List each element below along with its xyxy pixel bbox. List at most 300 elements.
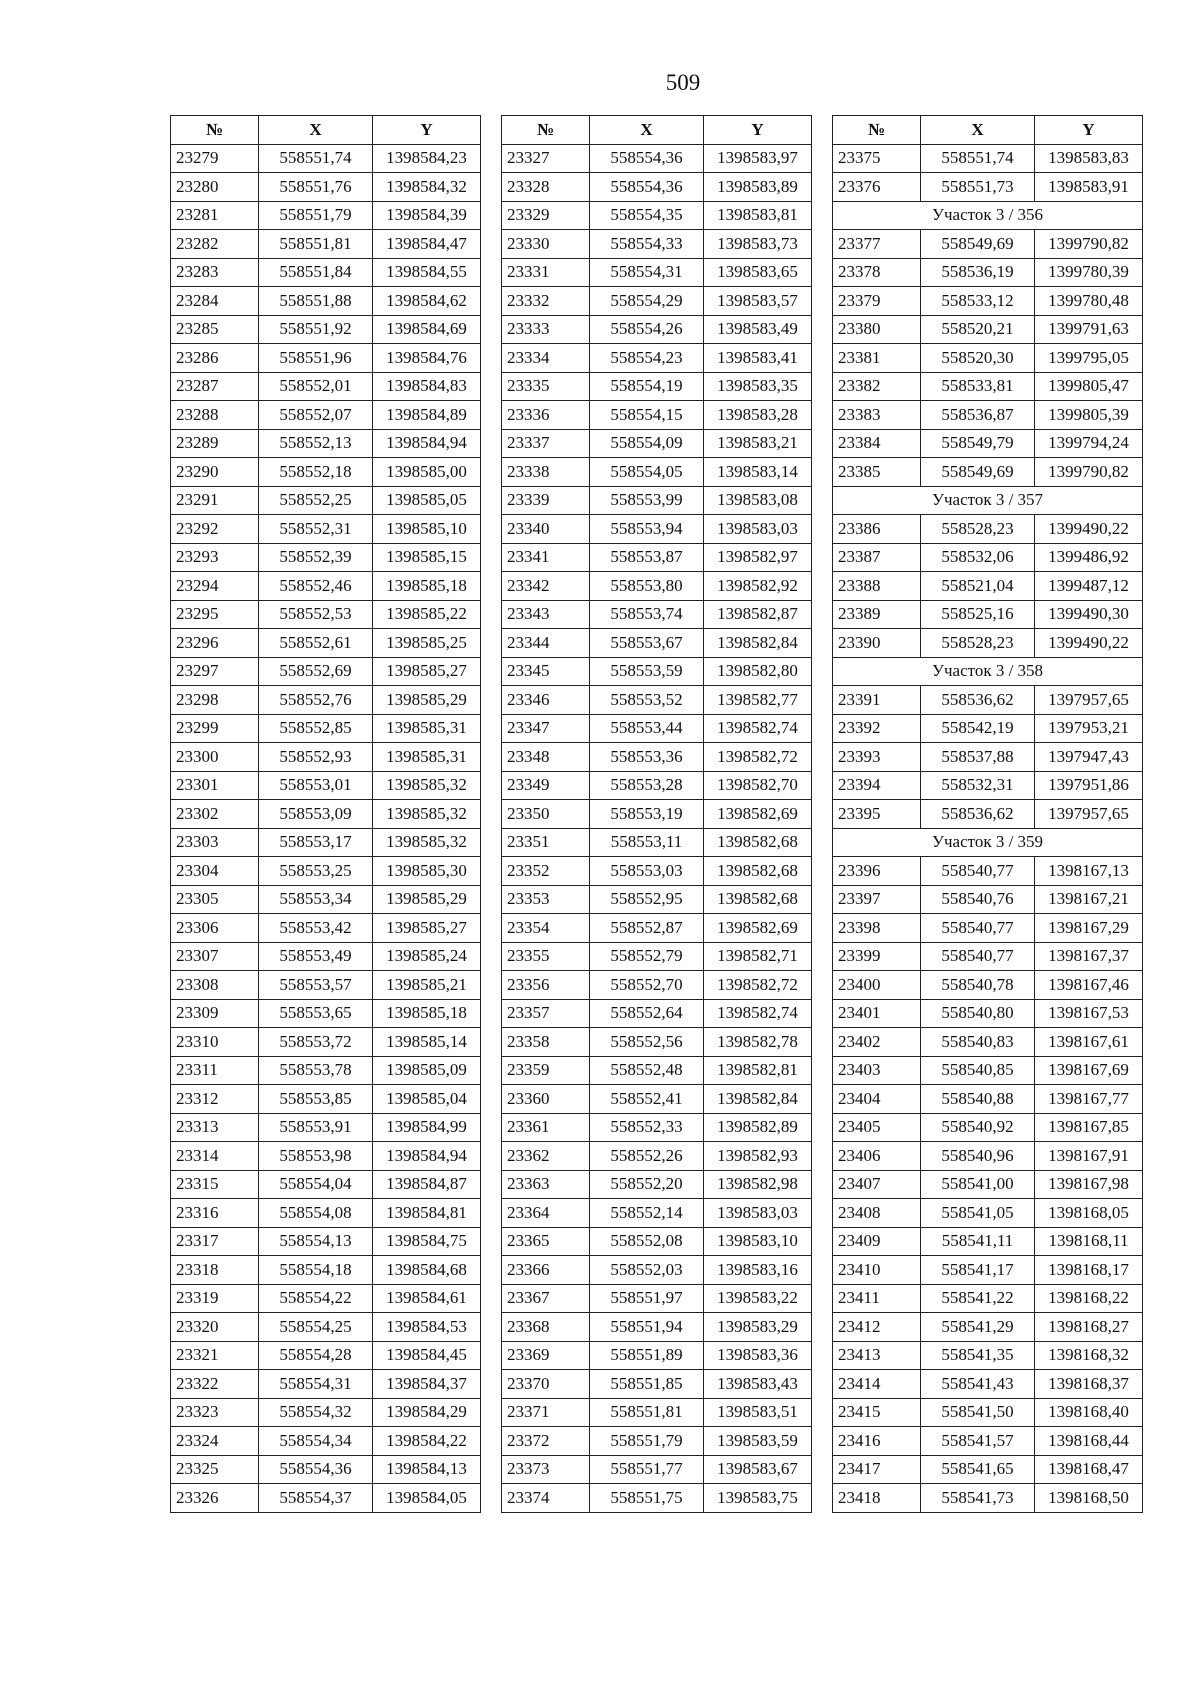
y-coordinate: 1398168,27 [1035, 1313, 1143, 1342]
x-coordinate: 558541,11 [921, 1227, 1035, 1256]
x-coordinate: 558552,48 [590, 1056, 704, 1085]
point-number: 23407 [833, 1170, 921, 1199]
section-row [833, 657, 1143, 686]
y-coordinate: 1398584,87 [373, 1170, 481, 1199]
x-coordinate: 558541,00 [921, 1170, 1035, 1199]
x-coordinate: 558552,87 [590, 914, 704, 943]
table-row [502, 1085, 812, 1114]
table-row [502, 1398, 812, 1427]
x-coordinate: 558554,13 [259, 1227, 373, 1256]
x-coordinate: 558554,15 [590, 401, 704, 430]
y-coordinate: 1398585,32 [373, 771, 481, 800]
point-number: 23411 [833, 1284, 921, 1313]
y-coordinate: 1398582,68 [704, 828, 812, 857]
point-number: 23336 [502, 401, 590, 430]
x-coordinate: 558533,81 [921, 372, 1035, 401]
y-coordinate: 1398583,10 [704, 1227, 812, 1256]
x-coordinate: 558554,28 [259, 1341, 373, 1370]
table-row [502, 828, 812, 857]
y-coordinate: 1398585,22 [373, 600, 481, 629]
point-number: 23416 [833, 1427, 921, 1456]
y-coordinate: 1398584,22 [373, 1427, 481, 1456]
point-number: 23361 [502, 1113, 590, 1142]
x-coordinate: 558540,77 [921, 857, 1035, 886]
x-coordinate: 558551,94 [590, 1313, 704, 1342]
x-coordinate: 558554,37 [259, 1484, 373, 1513]
table-row [171, 1056, 481, 1085]
point-number: 23332 [502, 287, 590, 316]
table-row [502, 173, 812, 202]
point-number: 23310 [171, 1028, 259, 1057]
x-coordinate: 558551,76 [259, 173, 373, 202]
x-coordinate: 558541,17 [921, 1256, 1035, 1285]
table-row [833, 344, 1143, 373]
point-number: 23300 [171, 743, 259, 772]
point-number: 23403 [833, 1056, 921, 1085]
table-row [833, 1455, 1143, 1484]
y-coordinate: 1399490,22 [1035, 515, 1143, 544]
table-row [171, 999, 481, 1028]
table-row [833, 315, 1143, 344]
x-coordinate: 558540,78 [921, 971, 1035, 1000]
point-number: 23307 [171, 942, 259, 971]
x-coordinate: 558553,57 [259, 971, 373, 1000]
point-number: 23294 [171, 572, 259, 601]
y-coordinate: 1398168,05 [1035, 1199, 1143, 1228]
section-title: Участок 3 / 356 [833, 201, 1143, 230]
point-number: 23365 [502, 1227, 590, 1256]
y-coordinate: 1398582,72 [704, 971, 812, 1000]
x-coordinate: 558554,22 [259, 1284, 373, 1313]
point-number: 23298 [171, 686, 259, 715]
table-row [171, 173, 481, 202]
table-row [833, 458, 1143, 487]
point-number: 23394 [833, 771, 921, 800]
table-row [171, 486, 481, 515]
x-coordinate: 558553,59 [590, 657, 704, 686]
x-coordinate: 558540,77 [921, 914, 1035, 943]
table-row [171, 800, 481, 829]
header-y: Y [373, 116, 481, 145]
y-coordinate: 1398583,03 [704, 515, 812, 544]
y-coordinate: 1398582,93 [704, 1142, 812, 1171]
point-number: 23305 [171, 885, 259, 914]
x-coordinate: 558549,69 [921, 230, 1035, 259]
x-coordinate: 558552,07 [259, 401, 373, 430]
point-number: 23356 [502, 971, 590, 1000]
point-number: 23402 [833, 1028, 921, 1057]
table-row [502, 1142, 812, 1171]
table-row [833, 1170, 1143, 1199]
table-row [502, 1113, 812, 1142]
table-row [502, 999, 812, 1028]
y-coordinate: 1398168,17 [1035, 1256, 1143, 1285]
table-row [833, 800, 1143, 829]
x-coordinate: 558551,77 [590, 1455, 704, 1484]
table-row [833, 629, 1143, 658]
point-number: 23350 [502, 800, 590, 829]
x-coordinate: 558553,17 [259, 828, 373, 857]
point-number: 23418 [833, 1484, 921, 1513]
point-number: 23384 [833, 429, 921, 458]
table-row [171, 1227, 481, 1256]
table-row [171, 771, 481, 800]
point-number: 23408 [833, 1199, 921, 1228]
x-coordinate: 558552,08 [590, 1227, 704, 1256]
x-coordinate: 558541,35 [921, 1341, 1035, 1370]
point-number: 23318 [171, 1256, 259, 1285]
x-coordinate: 558551,96 [259, 344, 373, 373]
y-coordinate: 1398582,70 [704, 771, 812, 800]
y-coordinate: 1398168,40 [1035, 1398, 1143, 1427]
table-row [171, 914, 481, 943]
point-number: 23316 [171, 1199, 259, 1228]
header-y: Y [1035, 116, 1143, 145]
x-coordinate: 558552,76 [259, 686, 373, 715]
y-coordinate: 1398583,21 [704, 429, 812, 458]
table-row [502, 771, 812, 800]
y-coordinate: 1398584,05 [373, 1484, 481, 1513]
point-number: 23363 [502, 1170, 590, 1199]
table-row [833, 1370, 1143, 1399]
point-number: 23385 [833, 458, 921, 487]
x-coordinate: 558552,79 [590, 942, 704, 971]
y-coordinate: 1398167,29 [1035, 914, 1143, 943]
point-number: 23367 [502, 1284, 590, 1313]
point-number: 23286 [171, 344, 259, 373]
y-coordinate: 1398585,18 [373, 999, 481, 1028]
section-row [833, 828, 1143, 857]
table-row [171, 458, 481, 487]
point-number: 23338 [502, 458, 590, 487]
header-number: № [833, 116, 921, 145]
table-row [833, 401, 1143, 430]
y-coordinate: 1398585,27 [373, 914, 481, 943]
point-number: 23288 [171, 401, 259, 430]
header-row [502, 116, 812, 145]
y-coordinate: 1398585,18 [373, 572, 481, 601]
x-coordinate: 558551,74 [259, 144, 373, 173]
y-coordinate: 1398582,74 [704, 999, 812, 1028]
table-row [171, 1370, 481, 1399]
header-number: № [502, 116, 590, 145]
y-coordinate: 1399791,63 [1035, 315, 1143, 344]
table-row [833, 429, 1143, 458]
x-coordinate: 558551,84 [259, 258, 373, 287]
table-row [833, 686, 1143, 715]
table-row [171, 1142, 481, 1171]
x-coordinate: 558552,26 [590, 1142, 704, 1171]
table-row [833, 771, 1143, 800]
x-coordinate: 558551,75 [590, 1484, 704, 1513]
y-coordinate: 1398584,99 [373, 1113, 481, 1142]
section-row [833, 201, 1143, 230]
point-number: 23360 [502, 1085, 590, 1114]
table-row [502, 1455, 812, 1484]
x-coordinate: 558537,88 [921, 743, 1035, 772]
point-number: 23328 [502, 173, 590, 202]
y-coordinate: 1398583,41 [704, 344, 812, 373]
y-coordinate: 1398585,05 [373, 486, 481, 515]
point-number: 23321 [171, 1341, 259, 1370]
point-number: 23297 [171, 657, 259, 686]
x-coordinate: 558553,28 [590, 771, 704, 800]
table-row [833, 572, 1143, 601]
y-coordinate: 1398584,23 [373, 144, 481, 173]
point-number: 23293 [171, 543, 259, 572]
table-row [833, 543, 1143, 572]
point-number: 23320 [171, 1313, 259, 1342]
y-coordinate: 1398583,03 [704, 1199, 812, 1228]
point-number: 23302 [171, 800, 259, 829]
y-coordinate: 1398582,68 [704, 885, 812, 914]
table-row [171, 1427, 481, 1456]
y-coordinate: 1398583,36 [704, 1341, 812, 1370]
y-coordinate: 1398585,30 [373, 857, 481, 886]
x-coordinate: 558540,77 [921, 942, 1035, 971]
y-coordinate: 1398585,24 [373, 942, 481, 971]
table-row [502, 1313, 812, 1342]
point-number: 23378 [833, 258, 921, 287]
table-row [171, 600, 481, 629]
point-number: 23374 [502, 1484, 590, 1513]
table-row [502, 1341, 812, 1370]
table-row [502, 800, 812, 829]
x-coordinate: 558553,99 [590, 486, 704, 515]
x-coordinate: 558551,81 [259, 230, 373, 259]
y-coordinate: 1398585,09 [373, 1056, 481, 1085]
point-number: 23358 [502, 1028, 590, 1057]
header-x: X [590, 116, 704, 145]
point-number: 23388 [833, 572, 921, 601]
y-coordinate: 1398584,13 [373, 1455, 481, 1484]
table-row [502, 1199, 812, 1228]
point-number: 23417 [833, 1455, 921, 1484]
y-coordinate: 1398167,13 [1035, 857, 1143, 886]
x-coordinate: 558554,34 [259, 1427, 373, 1456]
x-coordinate: 558540,83 [921, 1028, 1035, 1057]
x-coordinate: 558552,61 [259, 629, 373, 658]
x-coordinate: 558541,22 [921, 1284, 1035, 1313]
y-coordinate: 1398583,57 [704, 287, 812, 316]
point-number: 23347 [502, 714, 590, 743]
header-row [171, 116, 481, 145]
y-coordinate: 1398582,68 [704, 857, 812, 886]
table-row [502, 971, 812, 1000]
x-coordinate: 558553,85 [259, 1085, 373, 1114]
y-coordinate: 1398583,73 [704, 230, 812, 259]
y-coordinate: 1399805,39 [1035, 401, 1143, 430]
point-number: 23372 [502, 1427, 590, 1456]
y-coordinate: 1398584,89 [373, 401, 481, 430]
table-row [833, 173, 1143, 202]
y-coordinate: 1398583,43 [704, 1370, 812, 1399]
x-coordinate: 558540,88 [921, 1085, 1035, 1114]
table-row [502, 287, 812, 316]
x-coordinate: 558528,23 [921, 629, 1035, 658]
table-row [833, 515, 1143, 544]
y-coordinate: 1398168,22 [1035, 1284, 1143, 1313]
y-coordinate: 1398585,15 [373, 543, 481, 572]
point-number: 23304 [171, 857, 259, 886]
x-coordinate: 558551,79 [259, 201, 373, 230]
x-coordinate: 558552,93 [259, 743, 373, 772]
x-coordinate: 558540,80 [921, 999, 1035, 1028]
point-number: 23329 [502, 201, 590, 230]
point-number: 23405 [833, 1113, 921, 1142]
y-coordinate: 1398582,78 [704, 1028, 812, 1057]
section-row [833, 486, 1143, 515]
x-coordinate: 558541,65 [921, 1455, 1035, 1484]
y-coordinate: 1398584,81 [373, 1199, 481, 1228]
x-coordinate: 558541,73 [921, 1484, 1035, 1513]
table-row [171, 1341, 481, 1370]
x-coordinate: 558553,94 [590, 515, 704, 544]
y-coordinate: 1398167,69 [1035, 1056, 1143, 1085]
table-row [502, 657, 812, 686]
x-coordinate: 558541,50 [921, 1398, 1035, 1427]
x-coordinate: 558552,33 [590, 1113, 704, 1142]
x-coordinate: 558541,29 [921, 1313, 1035, 1342]
y-coordinate: 1398585,32 [373, 800, 481, 829]
y-coordinate: 1398583,51 [704, 1398, 812, 1427]
point-number: 23381 [833, 344, 921, 373]
point-number: 23371 [502, 1398, 590, 1427]
point-number: 23339 [502, 486, 590, 515]
point-number: 23357 [502, 999, 590, 1028]
point-number: 23289 [171, 429, 259, 458]
y-coordinate: 1398583,89 [704, 173, 812, 202]
point-number: 23311 [171, 1056, 259, 1085]
y-coordinate: 1398582,97 [704, 543, 812, 572]
table-row [833, 287, 1143, 316]
point-number: 23315 [171, 1170, 259, 1199]
point-number: 23346 [502, 686, 590, 715]
table-row [502, 144, 812, 173]
x-coordinate: 558554,05 [590, 458, 704, 487]
point-number: 23299 [171, 714, 259, 743]
point-number: 23313 [171, 1113, 259, 1142]
header-number: № [171, 116, 259, 145]
point-number: 23341 [502, 543, 590, 572]
x-coordinate: 558553,11 [590, 828, 704, 857]
point-number: 23314 [171, 1142, 259, 1171]
point-number: 23324 [171, 1427, 259, 1456]
y-coordinate: 1398582,69 [704, 914, 812, 943]
y-coordinate: 1399780,39 [1035, 258, 1143, 287]
y-coordinate: 1398582,84 [704, 629, 812, 658]
table-row [171, 942, 481, 971]
x-coordinate: 558549,69 [921, 458, 1035, 487]
y-coordinate: 1398583,97 [704, 144, 812, 173]
y-coordinate: 1398585,25 [373, 629, 481, 658]
y-coordinate: 1398585,29 [373, 885, 481, 914]
table-row [833, 258, 1143, 287]
point-number: 23375 [833, 144, 921, 173]
x-coordinate: 558552,01 [259, 372, 373, 401]
y-coordinate: 1398167,77 [1035, 1085, 1143, 1114]
y-coordinate: 1398584,94 [373, 429, 481, 458]
table-row [833, 885, 1143, 914]
point-number: 23391 [833, 686, 921, 715]
point-number: 23390 [833, 629, 921, 658]
point-number: 23410 [833, 1256, 921, 1285]
x-coordinate: 558553,09 [259, 800, 373, 829]
y-coordinate: 1399487,12 [1035, 572, 1143, 601]
x-coordinate: 558540,92 [921, 1113, 1035, 1142]
y-coordinate: 1399490,22 [1035, 629, 1143, 658]
table-row [171, 1455, 481, 1484]
table-row [502, 1284, 812, 1313]
y-coordinate: 1398583,75 [704, 1484, 812, 1513]
y-coordinate: 1398167,53 [1035, 999, 1143, 1028]
point-number: 23330 [502, 230, 590, 259]
point-number: 23301 [171, 771, 259, 800]
table-row [833, 1484, 1143, 1513]
y-coordinate: 1399790,82 [1035, 458, 1143, 487]
y-coordinate: 1398583,59 [704, 1427, 812, 1456]
x-coordinate: 558551,92 [259, 315, 373, 344]
y-coordinate: 1398584,69 [373, 315, 481, 344]
y-coordinate: 1398584,55 [373, 258, 481, 287]
x-coordinate: 558551,81 [590, 1398, 704, 1427]
x-coordinate: 558542,19 [921, 714, 1035, 743]
point-number: 23415 [833, 1398, 921, 1427]
x-coordinate: 558552,70 [590, 971, 704, 1000]
x-coordinate: 558552,25 [259, 486, 373, 515]
table-row [502, 1028, 812, 1057]
table-row [502, 914, 812, 943]
point-number: 23279 [171, 144, 259, 173]
table-row [502, 1170, 812, 1199]
x-coordinate: 558553,52 [590, 686, 704, 715]
table-row [171, 1170, 481, 1199]
x-coordinate: 558553,36 [590, 743, 704, 772]
table-row [171, 344, 481, 373]
point-number: 23413 [833, 1341, 921, 1370]
y-coordinate: 1398583,22 [704, 1284, 812, 1313]
section-title: Участок 3 / 359 [833, 828, 1143, 857]
point-number: 23412 [833, 1313, 921, 1342]
table-row [502, 344, 812, 373]
point-number: 23295 [171, 600, 259, 629]
x-coordinate: 558541,57 [921, 1427, 1035, 1456]
point-number: 23364 [502, 1199, 590, 1228]
point-number: 23325 [171, 1455, 259, 1484]
y-coordinate: 1398585,04 [373, 1085, 481, 1114]
y-coordinate: 1398583,91 [1035, 173, 1143, 202]
y-coordinate: 1397947,43 [1035, 743, 1143, 772]
x-coordinate: 558536,62 [921, 800, 1035, 829]
table-row [502, 600, 812, 629]
x-coordinate: 558536,19 [921, 258, 1035, 287]
point-number: 23370 [502, 1370, 590, 1399]
y-coordinate: 1398168,32 [1035, 1341, 1143, 1370]
y-coordinate: 1398584,39 [373, 201, 481, 230]
table-row [502, 1227, 812, 1256]
table-row [833, 1284, 1143, 1313]
y-coordinate: 1398583,81 [704, 201, 812, 230]
table-row [171, 287, 481, 316]
table-row [833, 1113, 1143, 1142]
x-coordinate: 558552,20 [590, 1170, 704, 1199]
table-row [502, 201, 812, 230]
point-number: 23303 [171, 828, 259, 857]
x-coordinate: 558552,03 [590, 1256, 704, 1285]
point-number: 23348 [502, 743, 590, 772]
table-row [171, 1484, 481, 1513]
y-coordinate: 1398167,21 [1035, 885, 1143, 914]
